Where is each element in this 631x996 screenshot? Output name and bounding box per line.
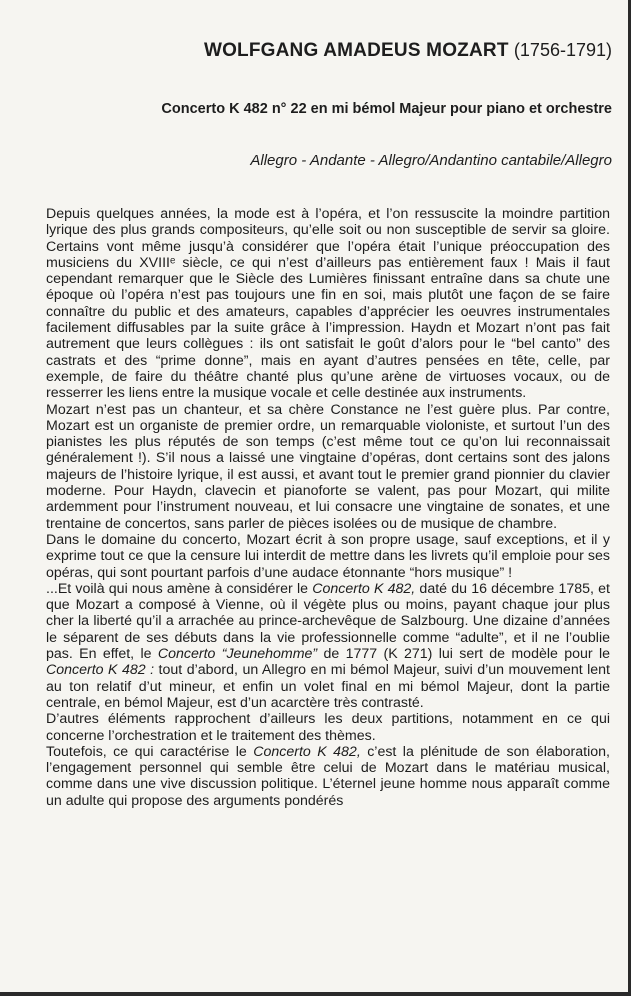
composer-name: WOLFGANG AMADEUS MOZART — [203, 40, 509, 61]
body-paragraph — [46, 402, 610, 532]
movements-list: Allegro - Andante - Allegro/Andantino cantabile/Allegro — [250, 152, 612, 169]
paragraph-text: tout d’abord, un Allegro en mi bémol Majeur, suivi d’un mouvement lent au ton relatif d’ut mineur, et enfin un volet final en mi bémol Majeur, dont la partie centrale, en bémol Majeur, est d’un acarctère très contrasté. — [46, 662, 610, 711]
paragraph-text: daté du 16 décembre 1785, et que Mozart a composé à Vienne, où il végète plus ou moins, payant chaque jour plus cher la liberté qu’il a arrachée au prince-archevêque de Salzbourg. Une dizaine d’années le séparent de ses débuts dans la vie professionnelle comme “adulte”, et il ne l’oublie pas. En effet, le — [46, 580, 610, 663]
paragraph-text: Mozart n’est pas un chanteur, et sa chère Constance ne l’est guère plus. Par contre, Mozart est un organiste de premier ordre, un remarquable violoniste, et surtout l’un des pianistes les plus réputés de son temps (c’est même tout ce qu’on lui reconnaissait généralement !). S’il nous a laissé une vingtaine d’opéras, dont certains sont des jalons majeurs de l’histoire lyrique, il est aussi, et avant tout le premier grand pionnier du clavier moderne. Pour Haydn, clavecin et pianoforte se valent, pas pour Mozart, qui milite ardemment pour l’instrument nouveau, et lui consacre une vingtaine de sonates, et une trentaine de concertos, sans parler de pièces isolées ou de musique de chambre. — [46, 401, 610, 532]
paragraph-text: Dans le domaine du concerto, Mozart écrit à son propre usage, sauf exceptions, et il y exprime tout ce que la censure lui interdit de mettre dans les livrets qu’il emploie pour ses opéras, qui sont pourtant parfois d’une audace étonnante “hors musique” ! — [46, 531, 610, 581]
work-title: Concerto K 482 n° 22 en mi bémol Majeur pour piano et orchestre — [161, 101, 612, 117]
work-reference: Concerto K 482, — [253, 743, 361, 760]
page-edge-bottom — [0, 992, 631, 996]
work-reference: Concerto K 482 : — [46, 662, 155, 679]
body-paragraph — [46, 711, 610, 744]
body-paragraph — [46, 532, 610, 581]
body-paragraph — [46, 744, 610, 809]
paragraph-text: ...Et voilà qui nous amène à considérer le — [46, 580, 313, 597]
composer-heading — [40, 38, 612, 63]
body-paragraph — [46, 206, 610, 402]
paragraph-text: D’autres éléments rapprochent d’ailleurs les deux partitions, notamment en ce qui concerne l’orchestration et le traitement des thèmes. — [46, 711, 610, 744]
composer-dates: (1756-1791) — [513, 40, 612, 60]
work-reference: Concerto “Jeunehomme” — [157, 646, 318, 663]
work-reference: Concerto K 482, — [312, 580, 416, 597]
paragraph-text: c’est la plénitude de son élaboration, l’engagement personnel qui semble être celui de Mozart dans le matériau musical, comme dans une vive discussion politique. L’éternel jeune homme nous apparaît comme un adulte qui propose des arguments pondérés — [46, 743, 610, 809]
paragraph-text: Toutefois, ce qui caractérise le — [46, 743, 254, 760]
paragraph-text: Depuis quelques années, la mode est à l’opéra, et l’on ressuscite la moindre partition lyrique des plus grands compositeurs, qu’elle soit ou non susceptible de servir sa gloire. Certains vont même jusqu’à considérer que l’opéra était l’unique préoccupation des musiciens du XVIIIᵉ siècle, ce qui n’est d’ailleurs pas entièrement faux ! Mais il faut cependant remarquer que le Siècle des Lumières finissant entraîne dans sa chute une époque où l’opéra n’est pas toujours une fin en soi, mais plutôt une façon de se faire connaître du public et des amateurs, capables d’apprécier les oeuvres instrumentales facilement diffusables par la suite grâce à l’impression. Haydn et Mozart n’ont pas fait autrement que leurs collègues : ils ont satisfait le goût d’alors pour le “bel canto” des castrats et des “prime donne”, mais en ayant d’autres pensées en tête, celle, par exemple, de faire du théâtre chanté plus qu’une arène de virtuoses vocaux, ou de resserrer les liens entre la musique vocale et celle destinée aux instruments. — [46, 206, 610, 402]
paragraph-text: de 1777 (K 271) lui sert de modèle pour le — [317, 646, 610, 663]
body-text — [46, 206, 610, 809]
body-paragraph — [46, 581, 610, 711]
